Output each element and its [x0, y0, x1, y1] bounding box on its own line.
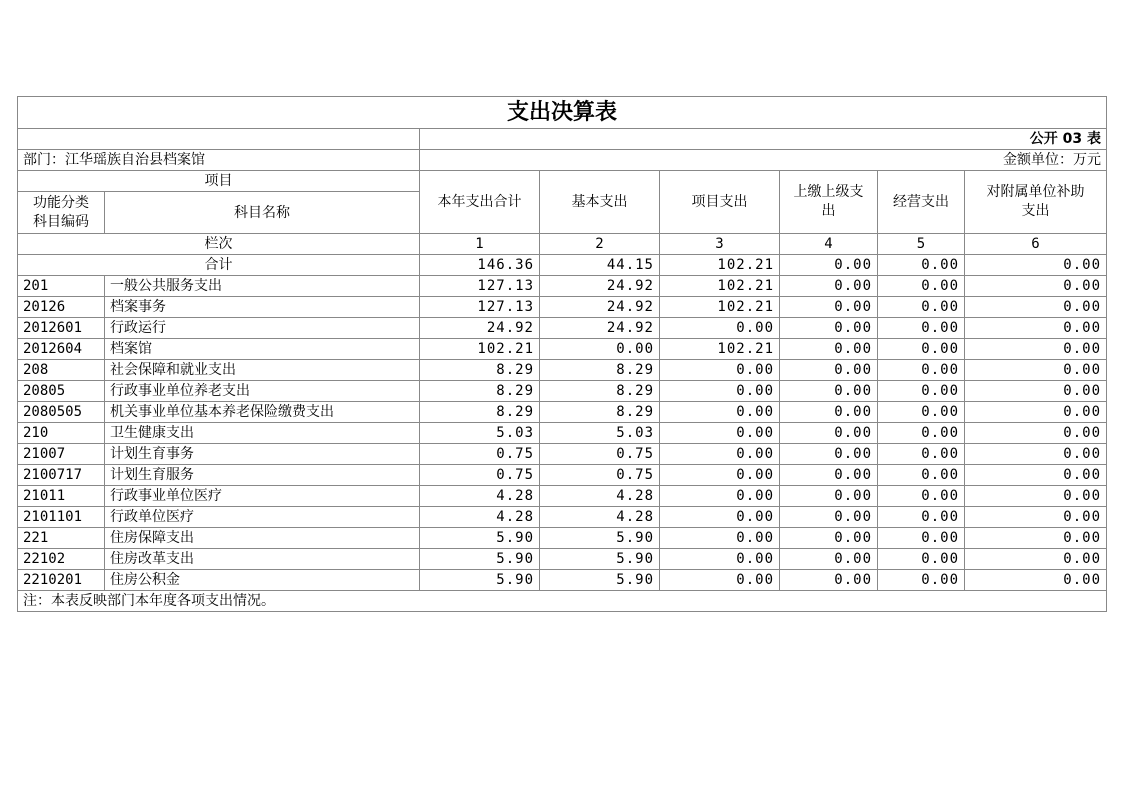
- subject-code: 2012601: [18, 318, 105, 339]
- expenditure-table: [17, 96, 1107, 612]
- subject-code: 208: [18, 360, 105, 381]
- header-col6: 对附属单位补助 支出: [965, 171, 1107, 234]
- amount-cell: 0.00: [780, 549, 878, 570]
- amount-cell: 0.00: [965, 360, 1107, 381]
- amount-cell: 0.00: [878, 549, 965, 570]
- row-index-4: 4: [780, 234, 878, 255]
- amount-cell: 0.00: [878, 360, 965, 381]
- amount-cell: 24.92: [420, 318, 540, 339]
- amount-cell: 0.00: [965, 570, 1107, 591]
- amount-cell: 0.00: [878, 528, 965, 549]
- subject-name: 档案事务: [105, 297, 420, 318]
- header-col3: 项目支出: [660, 171, 780, 234]
- table-row: [18, 402, 1107, 423]
- amount-cell: 0.00: [780, 507, 878, 528]
- subject-name: 档案馆: [105, 339, 420, 360]
- table-row: [18, 360, 1107, 381]
- amount-cell: 0.00: [965, 276, 1107, 297]
- amount-cell: 0.00: [780, 465, 878, 486]
- amount-cell: 0.00: [780, 423, 878, 444]
- amount-cell: 0.00: [780, 381, 878, 402]
- table-row: [18, 570, 1107, 591]
- amount-cell: 0.00: [780, 402, 878, 423]
- row-index-6: 6: [965, 234, 1107, 255]
- table-row: [18, 486, 1107, 507]
- amount-cell: 24.92: [540, 276, 660, 297]
- subject-code: 2012604: [18, 339, 105, 360]
- amount-cell: 8.29: [540, 360, 660, 381]
- amount-cell: 4.28: [540, 507, 660, 528]
- row-index-label: 栏次: [18, 234, 420, 255]
- table-row: [18, 423, 1107, 444]
- amount-cell: 0.00: [660, 381, 780, 402]
- amount-cell: 0.00: [965, 444, 1107, 465]
- total-row: [18, 255, 1107, 276]
- amount-cell: 0.75: [540, 465, 660, 486]
- subject-code: 2100717: [18, 465, 105, 486]
- amount-cell: 5.90: [540, 528, 660, 549]
- total-value: 0.00: [780, 255, 878, 276]
- total-value: 146.36: [420, 255, 540, 276]
- total-label: 合计: [18, 255, 420, 276]
- amount-cell: 5.90: [540, 549, 660, 570]
- header-subject-name: 科目名称: [105, 192, 420, 234]
- total-value: 44.15: [540, 255, 660, 276]
- amount-cell: 0.00: [660, 444, 780, 465]
- row-index-1: 1: [420, 234, 540, 255]
- amount-cell: 0.00: [965, 507, 1107, 528]
- subject-code: 2101101: [18, 507, 105, 528]
- subject-code: 20805: [18, 381, 105, 402]
- row-index-5: 5: [878, 234, 965, 255]
- amount-cell: 102.21: [420, 339, 540, 360]
- total-value: 102.21: [660, 255, 780, 276]
- amount-cell: 0.75: [420, 465, 540, 486]
- table-row: [18, 507, 1107, 528]
- subject-name: 计划生育事务: [105, 444, 420, 465]
- row-index-2: 2: [540, 234, 660, 255]
- amount-cell: 0.00: [878, 444, 965, 465]
- amount-cell: 8.29: [420, 402, 540, 423]
- amount-cell: 0.00: [780, 570, 878, 591]
- amount-cell: 0.00: [965, 486, 1107, 507]
- form-number: 公开 03 表: [420, 129, 1107, 150]
- amount-cell: 0.00: [965, 297, 1107, 318]
- amount-cell: 4.28: [420, 507, 540, 528]
- form-no-spacer: [18, 129, 420, 150]
- amount-cell: 102.21: [660, 276, 780, 297]
- amount-cell: 0.00: [878, 486, 965, 507]
- subject-name: 计划生育服务: [105, 465, 420, 486]
- amount-cell: 0.00: [878, 297, 965, 318]
- subject-name: 住房公积金: [105, 570, 420, 591]
- subject-code: 21011: [18, 486, 105, 507]
- header-col5: 经营支出: [878, 171, 965, 234]
- table-row: [18, 318, 1107, 339]
- amount-cell: 8.29: [540, 381, 660, 402]
- subject-code: 201: [18, 276, 105, 297]
- header-col1: 本年支出合计: [420, 171, 540, 234]
- subject-code: 21007: [18, 444, 105, 465]
- amount-cell: 0.00: [780, 276, 878, 297]
- amount-cell: 0.00: [660, 318, 780, 339]
- amount-cell: 0.00: [878, 507, 965, 528]
- amount-cell: 8.29: [540, 402, 660, 423]
- amount-cell: 0.00: [965, 549, 1107, 570]
- table-row: [18, 465, 1107, 486]
- amount-cell: 0.00: [965, 528, 1107, 549]
- amount-cell: 0.00: [780, 528, 878, 549]
- table-row: [18, 444, 1107, 465]
- header-item: 项目: [18, 171, 420, 192]
- subject-name: 住房保障支出: [105, 528, 420, 549]
- amount-cell: 127.13: [420, 297, 540, 318]
- amount-cell: 0.00: [660, 360, 780, 381]
- subject-code: 2210201: [18, 570, 105, 591]
- amount-cell: 5.90: [420, 549, 540, 570]
- amount-cell: 0.00: [660, 486, 780, 507]
- subject-code: 20126: [18, 297, 105, 318]
- subject-code: 210: [18, 423, 105, 444]
- table-row: [18, 297, 1107, 318]
- amount-cell: 0.00: [780, 318, 878, 339]
- subject-code: 221: [18, 528, 105, 549]
- amount-cell: 24.92: [540, 318, 660, 339]
- amount-cell: 5.03: [540, 423, 660, 444]
- subject-name: 一般公共服务支出: [105, 276, 420, 297]
- amount-cell: 0.00: [965, 339, 1107, 360]
- table-note: 注：本表反映部门本年度各项支出情况。: [18, 591, 1107, 612]
- table-row: [18, 276, 1107, 297]
- subject-name: 行政运行: [105, 318, 420, 339]
- amount-cell: 0.00: [660, 549, 780, 570]
- total-value: 0.00: [878, 255, 965, 276]
- subject-name: 社会保障和就业支出: [105, 360, 420, 381]
- amount-cell: 5.90: [420, 570, 540, 591]
- table-row: [18, 549, 1107, 570]
- amount-cell: 5.03: [420, 423, 540, 444]
- amount-cell: 0.00: [878, 465, 965, 486]
- amount-cell: 0.00: [780, 339, 878, 360]
- subject-code: 22102: [18, 549, 105, 570]
- header-func-code: 功能分类 科目编码: [18, 192, 105, 234]
- amount-cell: 0.75: [420, 444, 540, 465]
- amount-cell: 0.00: [965, 381, 1107, 402]
- amount-cell: 0.00: [878, 318, 965, 339]
- amount-cell: 0.00: [780, 297, 878, 318]
- subject-code: 2080505: [18, 402, 105, 423]
- amount-cell: 4.28: [420, 486, 540, 507]
- expenditure-sheet: [17, 96, 1106, 612]
- amount-cell: 0.00: [780, 444, 878, 465]
- amount-cell: 0.00: [660, 570, 780, 591]
- amount-cell: 4.28: [540, 486, 660, 507]
- amount-cell: 102.21: [660, 339, 780, 360]
- subject-name: 卫生健康支出: [105, 423, 420, 444]
- header-col2: 基本支出: [540, 171, 660, 234]
- amount-cell: 0.00: [965, 423, 1107, 444]
- amount-cell: 0.00: [878, 423, 965, 444]
- subject-name: 机关事业单位基本养老保险缴费支出: [105, 402, 420, 423]
- amount-cell: 0.00: [878, 276, 965, 297]
- table-row: [18, 528, 1107, 549]
- unit-label: 金额单位：万元: [420, 150, 1107, 171]
- amount-cell: 0.00: [878, 570, 965, 591]
- subject-name: 行政单位医疗: [105, 507, 420, 528]
- amount-cell: 5.90: [540, 570, 660, 591]
- amount-cell: 127.13: [420, 276, 540, 297]
- amount-cell: 0.00: [660, 402, 780, 423]
- amount-cell: 0.00: [660, 423, 780, 444]
- amount-cell: 102.21: [660, 297, 780, 318]
- row-index-3: 3: [660, 234, 780, 255]
- table-row: [18, 381, 1107, 402]
- amount-cell: 0.00: [660, 507, 780, 528]
- amount-cell: 0.00: [660, 465, 780, 486]
- amount-cell: 8.29: [420, 360, 540, 381]
- amount-cell: 0.00: [878, 402, 965, 423]
- table-title: 支出决算表: [18, 97, 1107, 129]
- subject-name: 行政事业单位养老支出: [105, 381, 420, 402]
- amount-cell: 0.00: [878, 339, 965, 360]
- subject-name: 行政事业单位医疗: [105, 486, 420, 507]
- amount-cell: 0.75: [540, 444, 660, 465]
- amount-cell: 0.00: [878, 381, 965, 402]
- amount-cell: 0.00: [540, 339, 660, 360]
- amount-cell: 24.92: [540, 297, 660, 318]
- department-label: 部门：江华瑶族自治县档案馆: [18, 150, 420, 171]
- amount-cell: 0.00: [965, 465, 1107, 486]
- amount-cell: 0.00: [965, 318, 1107, 339]
- subject-name: 住房改革支出: [105, 549, 420, 570]
- amount-cell: 0.00: [780, 360, 878, 381]
- amount-cell: 0.00: [780, 486, 878, 507]
- amount-cell: 0.00: [965, 402, 1107, 423]
- amount-cell: 5.90: [420, 528, 540, 549]
- amount-cell: 8.29: [420, 381, 540, 402]
- table-row: [18, 339, 1107, 360]
- header-col4: 上缴上级支 出: [780, 171, 878, 234]
- amount-cell: 0.00: [660, 528, 780, 549]
- total-value: 0.00: [965, 255, 1107, 276]
